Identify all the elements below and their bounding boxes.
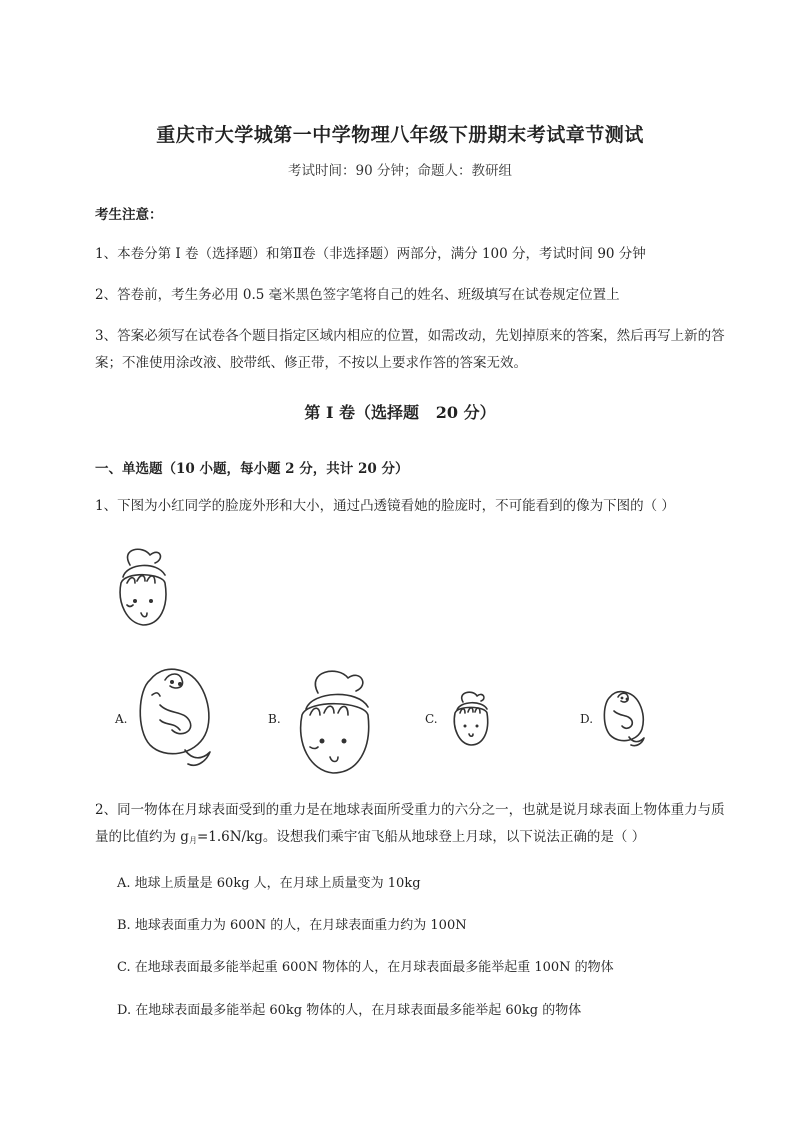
reference-face-figure (105, 543, 180, 633)
option-d-face-figure (598, 685, 648, 750)
option-c-face-figure (447, 688, 497, 750)
notice-heading: 考生注意： (95, 207, 163, 223)
option-c-label: C. (425, 712, 438, 726)
question-1-text: 1、下图为小红同学的脸庞外形和大小，通过凸透镜看她的脸庞时，不可能看到的像为下图的（ ） (95, 498, 675, 514)
part-heading: 一、单选题（10 小题，每小题 2 分，共计 20 分） (95, 461, 409, 477)
question-2-choice-a: A. 地球上质量是 60kg 人，在月球上质量变为 10kg (117, 876, 421, 891)
notice-item-2: 2、答卷前，考生务必用 0.5 毫米黑色签字笔将自己的姓名、班级填写在试卷规定位置上 (95, 287, 620, 303)
notice-item-3: 3、答案必须写在试卷各个题目指定区域内相应的位置，如需改动，先划掉原来的答案，然后再写上新的答案；不准使用涂改液、胶带纸、修正带，不按以上要求作答的答案无效。 (95, 328, 725, 371)
option-a-label: A. (115, 712, 128, 726)
question-2-choice-d: D. 在地球表面最多能举起 60kg 物体的人，在月球表面最多能举起 60kg 的物体 (117, 1003, 582, 1018)
option-b-face-figure (288, 663, 383, 778)
option-a-face-figure (130, 660, 220, 772)
question-2-text-part2: =1.6N/kg。设想我们乘宇宙飞船从地球登上月球，以下说法正确的是（ ） (196, 829, 646, 845)
question-2-choice-c: C. 在地球表面最多能举起重 600N 物体的人，在月球表面最多能举起重 100N 的物体 (117, 960, 614, 975)
question-2-subscript: 月 (188, 836, 197, 845)
page-title: 重庆市大学城第一中学物理八年级下册期末考试章节测试 (156, 124, 644, 146)
question-2-text (95, 797, 735, 854)
exam-info: 考试时间：90 分钟；命题人：教研组 (288, 163, 512, 179)
section-title: 第 I 卷（选择题 20 分） (304, 403, 496, 422)
question-2-choice-b: B. 地球表面重力为 600N 的人，在月球表面重力约为 100N (117, 918, 467, 933)
option-d-label: D. (580, 712, 594, 726)
notice-item-1: 1、本卷分第 I 卷（选择题）和第Ⅱ卷（非选择题）两部分，满分 100 分，考试时间 90 分钟 (95, 246, 646, 262)
option-b-label: B. (268, 712, 281, 726)
question-2-text-part1: 2、同一物体在月球表面受到的重力是在地球表面所受重力的六分之一，也就是说月球表面上物体重力与质量的比值约为 g (95, 802, 725, 845)
